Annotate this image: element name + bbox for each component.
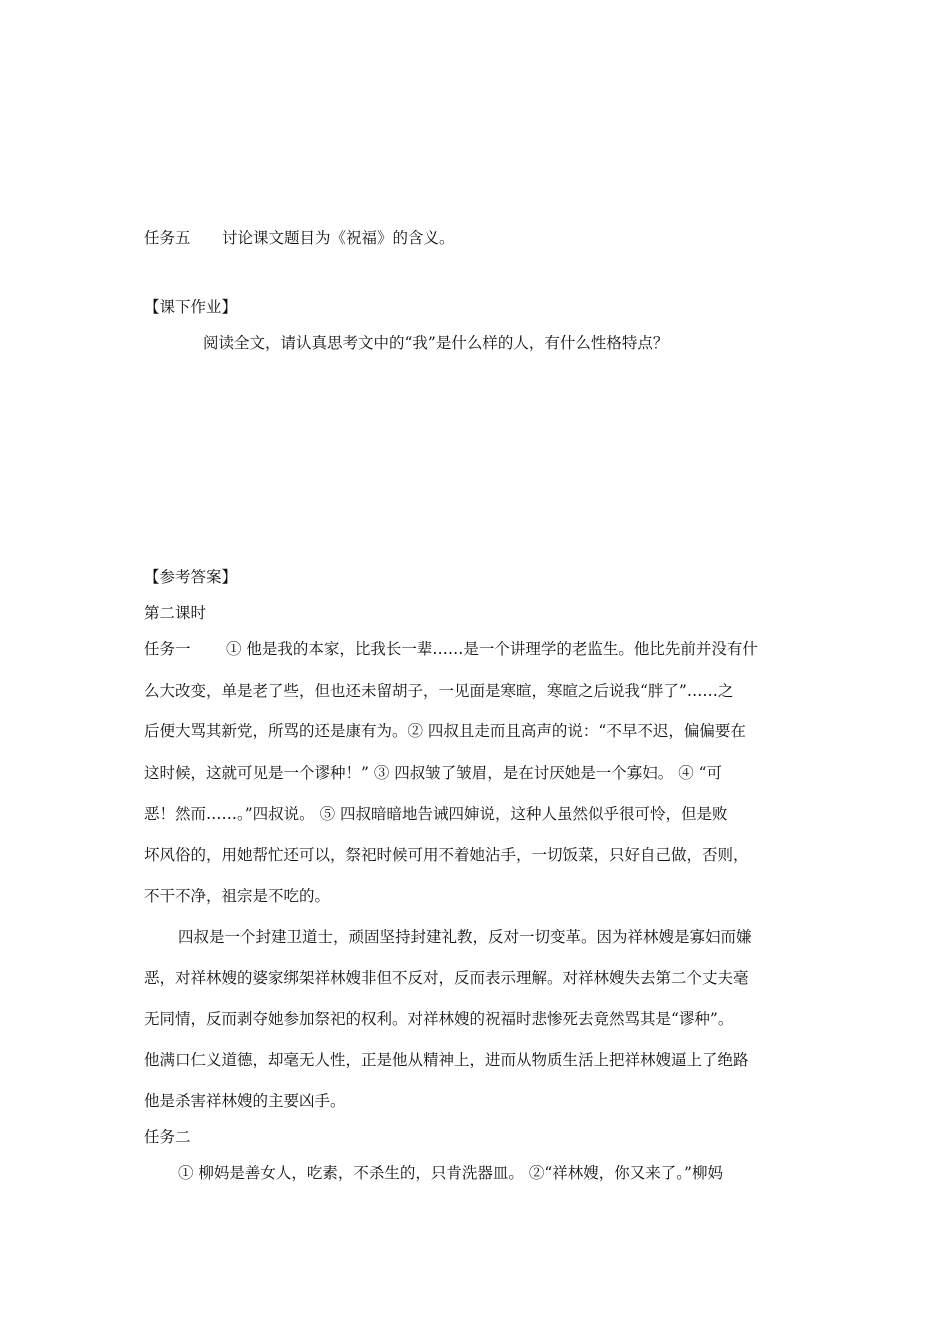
task1-line: 坏风俗的，用她帮忙还可以，祭祀时候可用不着她沾手，一切饭菜，只好自己做，否则， xyxy=(144,846,749,864)
task1-line: 后便大骂其新党，所骂的还是康有为。② 四叔且走而且高声的说：“不早不迟，偏偏要在 xyxy=(144,722,746,740)
task1-line: 恶！然而……。”四叔说。 ⑤ 四叔暗暗地告诫四婶说，这种人虽然似乎很可怜，但是败 xyxy=(144,805,728,823)
task2-label: 任务二 xyxy=(144,1128,191,1146)
task1-line: 这时候，这就可见是一个谬种！” ③ 四叔皱了皱眉，是在讨厌她是一个寡妇。 ④ “可 xyxy=(144,764,723,782)
homework-heading: 【课下作业】 xyxy=(144,298,238,316)
task1-label: 任务一 xyxy=(144,640,191,658)
answers-heading: 【参考答案】 xyxy=(144,568,238,586)
task1-summary-line: 恶，对祥林嫂的婆家绑架祥林嫂非但不反对，反而表示理解。对祥林嫂失去第二个丈夫毫 xyxy=(144,969,749,987)
task2-line: ① 柳妈是善女人，吃素，不杀生的，只肯洗器皿。 ②“祥林嫂，你又来了。”柳妈 xyxy=(178,1164,723,1182)
homework-text: 阅读全文，请认真思考文中的“我”是什么样的人，有什么性格特点？ xyxy=(203,334,669,352)
task1-summary-line: 他满口仁义道德，却毫无人性，正是他从精神上，进而从物质生活上把祥林嫂逼上了绝路 xyxy=(144,1051,749,1069)
task1-line: 不干不净，祖宗是不吃的。 xyxy=(144,887,331,905)
task5-text: 讨论课文题目为《祝福》的含义。 xyxy=(222,229,455,247)
task1-line: ① 他是我的本家，比我长一辈……是一个讲理学的老监生。他比先前并没有什 xyxy=(226,640,758,658)
task1-summary-line: 无同情，反而剥夺她参加祭祀的权利。对祥林嫂的祝福时悲惨死去竟然骂其是“谬种”。 xyxy=(144,1010,734,1028)
task1-summary-line: 他是杀害祥林嫂的主要凶手。 xyxy=(144,1092,346,1110)
task1-summary-line: 四叔是一个封建卫道士，顽固坚持封建礼教，反对一切变革。因为祥林嫂是寡妇而嫌 xyxy=(178,928,752,946)
task1-line: 么大改变，单是老了些，但也还未留胡子，一见面是寒暄，寒暄之后说我“胖了”……之 xyxy=(144,682,734,700)
task5-label: 任务五 xyxy=(144,229,191,247)
lesson-title: 第二课时 xyxy=(144,604,207,622)
